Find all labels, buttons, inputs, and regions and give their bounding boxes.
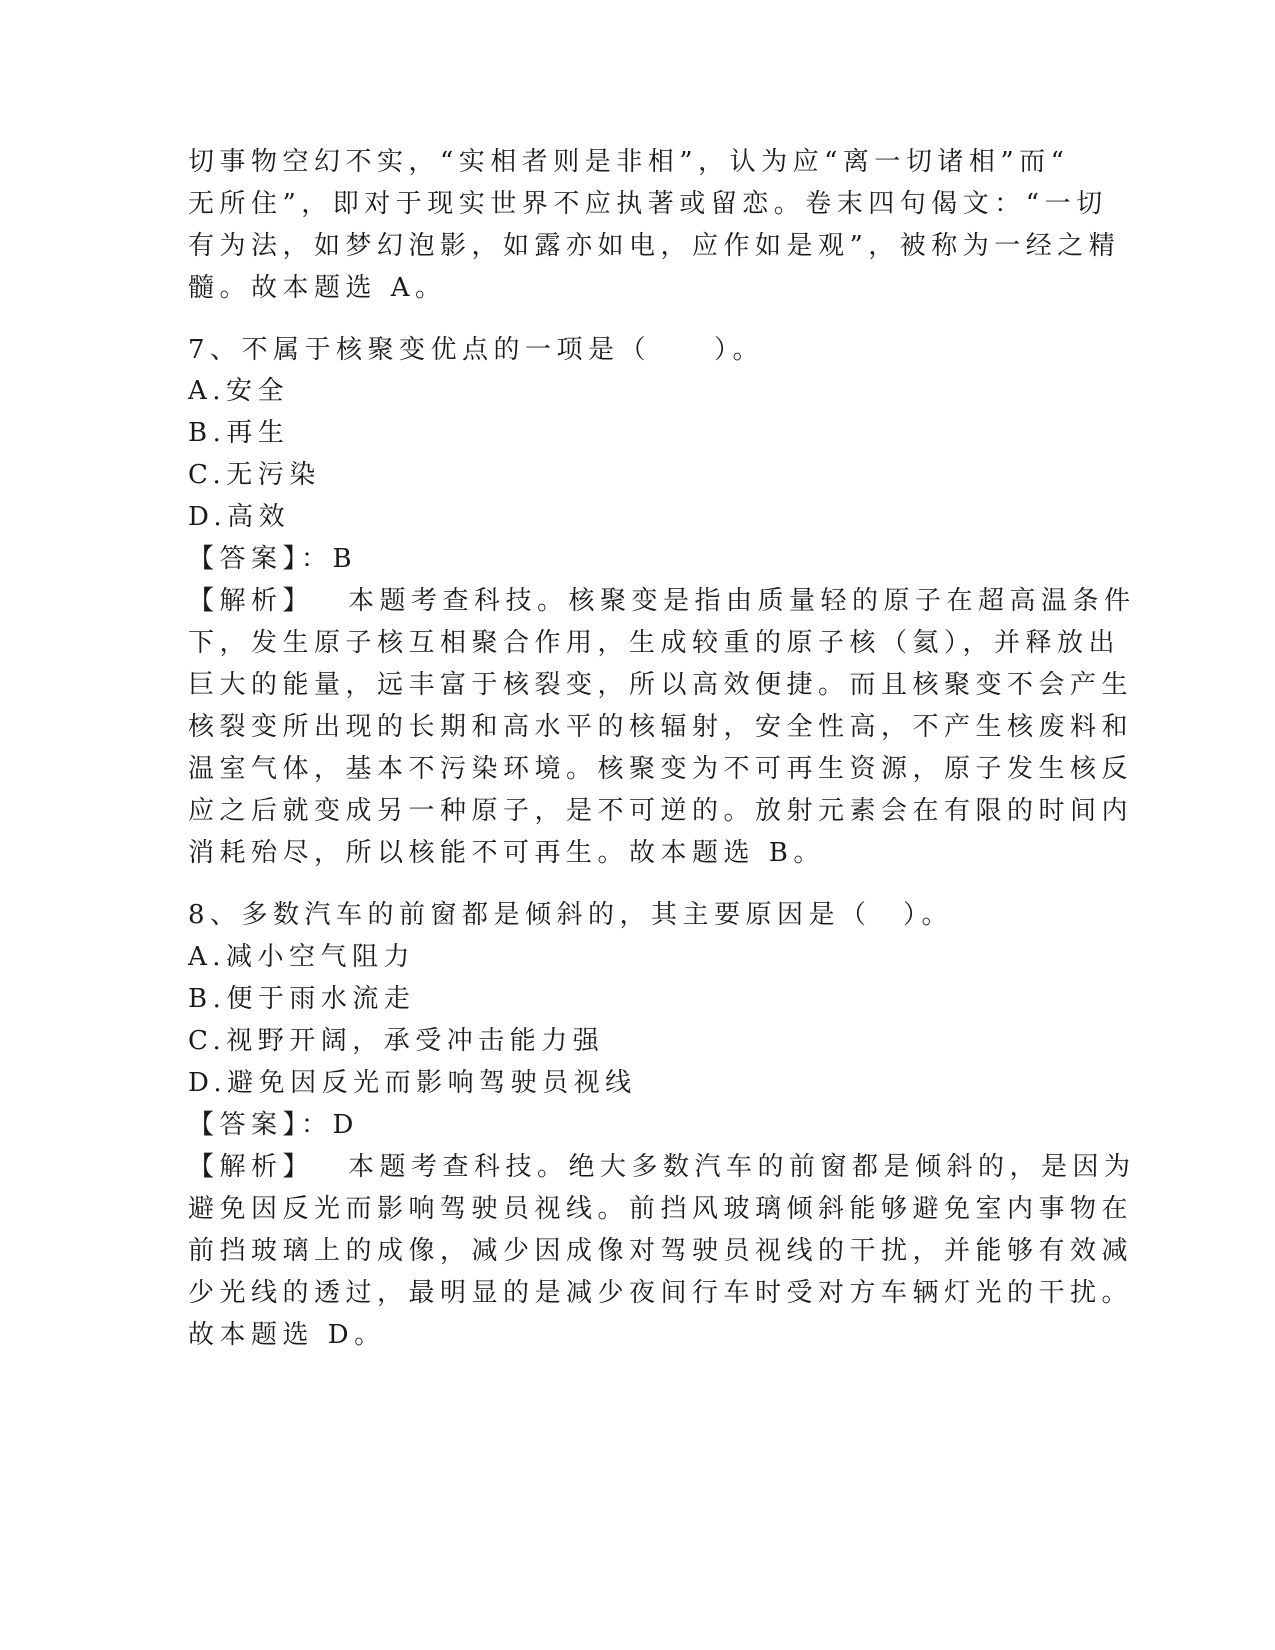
question-7-option-d: D.高效 (188, 502, 291, 532)
question-7-analysis-first-line (188, 585, 1136, 617)
question-8-option-c: C.视野开阔，承受冲击能力强 (188, 1026, 605, 1056)
question-7-analysis-line: 应之后就变成另一种原子，是不可逆的。放射元素会在有限的时间内 (188, 796, 1134, 826)
intro-line: 有为法，如梦幻泡影，如露亦如电，应作如是观”，被称为一经之精 (188, 231, 1121, 261)
intro-line: 髓。故本题选 A。 (188, 273, 447, 303)
question-8-option-a: A.减小空气阻力 (188, 942, 416, 972)
question-8-analysis-first-line (188, 1151, 1136, 1183)
question-8-option-b: B.便于雨水流走 (188, 984, 416, 1014)
intro-line: 切事物空幻不实，“实相者则是非相”，认为应“离一切诸相”而“ (188, 147, 1070, 177)
question-8-option-d: D.避免因反光而影响驾驶员视线 (188, 1068, 637, 1098)
question-7-option-c: C.无污染 (188, 460, 321, 490)
question-8-analysis-line: 避免因反光而影响驾驶员视线。前挡风玻璃倾斜能够避免室内事物在 (188, 1194, 1134, 1224)
question-8-text: 8、多数汽车的前窗都是倾斜的，其主要原因是（ ）。 (188, 900, 954, 930)
question-7-option-a: A.安全 (188, 376, 290, 406)
analysis-label: 【解析】 (188, 1152, 315, 1182)
question-7-option-b: B.再生 (188, 418, 290, 448)
question-8-analysis-line: 前挡玻璃上的成像，减少因成像对驾驶员视线的干扰，并能够有效减 (188, 1236, 1134, 1266)
intro-line: 无所住”，即对于现实世界不应执著或留恋。卷末四句偈文：“一切 (188, 189, 1108, 219)
question-8-answer: 【答案】：D (188, 1110, 359, 1140)
analysis-label: 【解析】 (188, 586, 315, 616)
question-7-answer: 【答案】：B (188, 544, 358, 574)
question-7-analysis-line: 温室气体，基本不污染环境。核聚变为不可再生资源，原子发生核反 (188, 754, 1134, 784)
question-7-analysis-line: 巨大的能量，远丰富于核裂变，所以高效便捷。而且核聚变不会产生 (188, 670, 1134, 700)
question-7-text: 7、不属于核聚变优点的一项是（ ）。 (188, 335, 765, 365)
analysis-text: 本题考查科技。核聚变是指由质量轻的原子在超高温条件 (348, 586, 1136, 616)
analysis-text: 本题考查科技。绝大多数汽车的前窗都是倾斜的，是因为 (348, 1152, 1136, 1182)
question-8-analysis-line: 故本题选 D。 (188, 1320, 386, 1350)
question-7-analysis-line: 消耗殆尽，所以核能不可再生。故本题选 B。 (188, 838, 825, 868)
question-7-analysis-line: 核裂变所出现的长期和高水平的核辐射，安全性高，不产生核废料和 (188, 712, 1134, 742)
question-7-analysis-line: 下，发生原子核互相聚合作用，生成较重的原子核（氦），并释放出 (188, 628, 1121, 658)
question-8-analysis-line: 少光线的透过，最明显的是减少夜间行车时受对方车辆灯光的干扰。 (188, 1278, 1134, 1308)
